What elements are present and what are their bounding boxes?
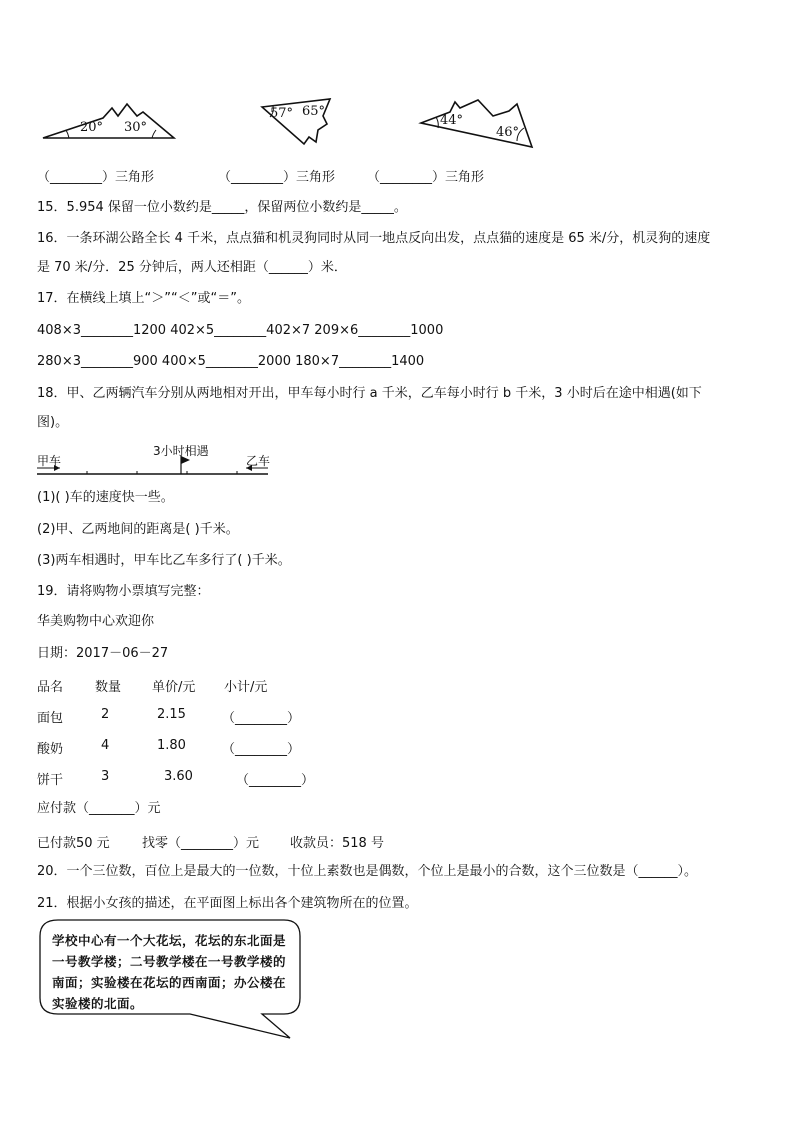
receipt-row-3-price: 3.60: [164, 769, 193, 784]
receipt-row-2-name: 酸奶: [37, 742, 64, 757]
triangle-2-answer[interactable]: （________）三角形: [218, 170, 336, 185]
receipt-header-name: 品名: [37, 680, 64, 695]
triangle-1-answer[interactable]: （________）三角形: [37, 170, 155, 185]
triangle-3-answer[interactable]: （________）三角形: [367, 170, 485, 185]
meet-label: 3小时相遇: [153, 444, 209, 458]
question-18-sub-2: (2)甲、乙两地间的距离是( )千米。: [37, 522, 239, 537]
speech-bubble-text: 学校中心有一个大花坛，花坛的东北面是一号教学楼；二号教学楼在一号教学楼的南面；实验楼在花坛的西南面；办公楼在实验楼的北面。: [52, 933, 287, 1011]
receipt-payable[interactable]: 应付款（_______）元: [37, 801, 161, 816]
triangle-3-angle-a: 44°: [440, 113, 464, 128]
receipt-row-3-subtotal[interactable]: （________）: [236, 773, 315, 788]
receipt-date: 日期：2017－06－27: [37, 646, 169, 661]
receipt-row-1-name: 面包: [37, 711, 64, 726]
receipt-row-1-subtotal[interactable]: （________）: [222, 711, 301, 726]
receipt-cashier: 收款员：518 号: [290, 836, 384, 851]
question-20: 20．一个三位数，百位上是最大的一位数，十位上素数也是偶数，个位上是最小的合数，这个三位数是（______）。: [37, 864, 698, 879]
question-18-line-1: 18．甲、乙两辆汽车分别从两地相对开出，甲车每小时行 a 千米，乙车每小时行 b 千米，3 小时后在途中相遇(如下: [37, 386, 702, 401]
receipt-change[interactable]: 找零（________）元: [142, 836, 260, 851]
receipt-header-price: 单价/元: [152, 680, 196, 695]
triangle-2-angle-a: 57°: [270, 106, 294, 121]
receipt-header-subtotal: 小计/元: [224, 680, 268, 695]
triangle-3-angle-b: 46°: [496, 125, 520, 140]
car-yi-label: 乙车: [246, 454, 271, 468]
receipt-paid: 已付款50 元: [37, 836, 110, 851]
car-jia-label: 甲车: [37, 454, 62, 468]
question-15: 15．5.954 保留一位小数约是_____，保留两位小数约是_____。: [37, 200, 407, 215]
triangle-2-angle-b: 65°: [302, 104, 326, 119]
question-19-title: 19．请将购物小票填写完整：: [37, 584, 210, 599]
receipt-row-2-subtotal[interactable]: （________）: [222, 742, 301, 757]
question-17-title: 17．在横线上填上“＞”“＜”或“＝”。: [37, 291, 250, 306]
question-17-row-2: 280×3________900 400×5________2000 180×7________1400: [37, 354, 425, 369]
question-17-row-1: 408×3________1200 402×5________402×7 209×6________1000: [37, 323, 444, 338]
receipt-row-1-qty: 2: [101, 707, 110, 722]
receipt-row-3-name: 饼干: [37, 773, 64, 788]
receipt-header-qty: 数量: [95, 680, 122, 695]
receipt-row-2-qty: 4: [101, 738, 110, 753]
receipt-row-3-qty: 3: [101, 769, 110, 784]
triangle-1-angle-a: 20°: [80, 120, 104, 135]
question-16-line-2: 是 70 米/分．25 分钟后，两人还相距（______）米．: [37, 260, 347, 275]
receipt-store: 华美购物中心欢迎你: [37, 614, 155, 629]
triangle-1-angle-b: 30°: [124, 120, 148, 135]
question-18-sub-3: (3)两车相遇时，甲车比乙车多行了( )千米。: [37, 553, 291, 568]
question-21-title: 21．根据小女孩的描述，在平面图上标出各个建筑物所在的位置。: [37, 896, 418, 911]
receipt-row-1-price: 2.15: [157, 707, 186, 722]
receipt-row-2-price: 1.80: [157, 738, 186, 753]
question-18-line-2: 图)。: [37, 415, 69, 430]
question-16-line-1: 16．一条环湖公路全长 4 千米，点点猫和机灵狗同时从同一地点反向出发，点点猫的速度是 65 米/分，机灵狗的速度: [37, 231, 711, 246]
question-18-sub-1: (1)( )车的速度快一些。: [37, 490, 174, 505]
